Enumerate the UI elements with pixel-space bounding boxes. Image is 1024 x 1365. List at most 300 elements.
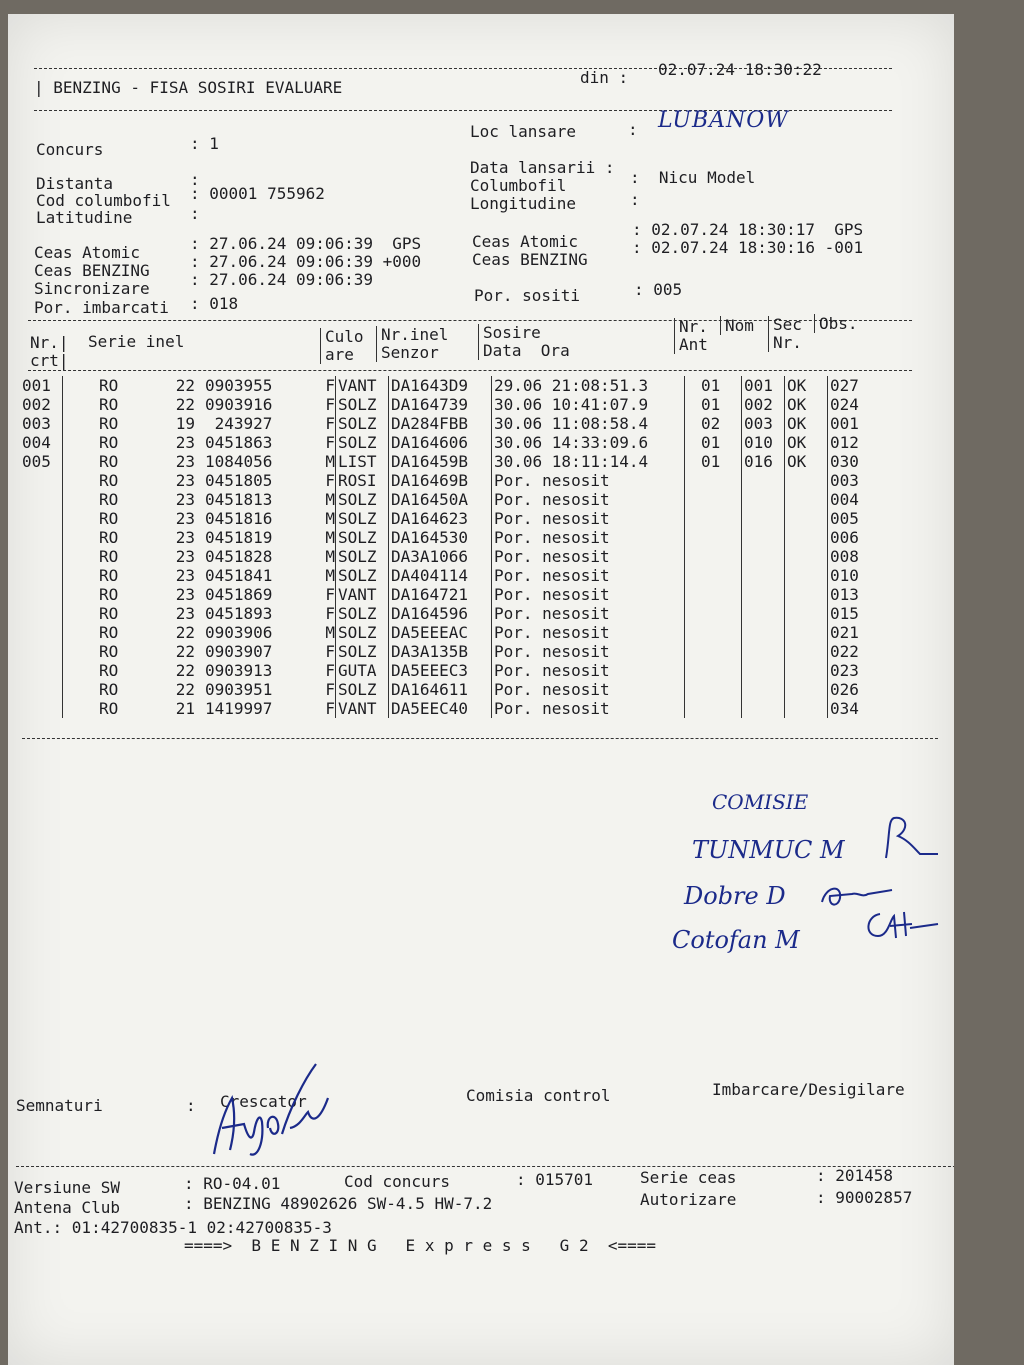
cell-color: VANT	[336, 376, 389, 395]
cell-color: SOLZ	[336, 604, 389, 623]
cell-antenna	[685, 547, 742, 566]
distanta-value: :	[190, 170, 200, 189]
cell-sec	[785, 661, 828, 680]
cell-color: SOLZ	[336, 490, 389, 509]
cell-sex: F	[325, 433, 335, 452]
cell-ring-number: 0451816	[205, 509, 273, 528]
table-row	[22, 509, 880, 528]
loc-lansare-label: Loc lansare	[470, 122, 576, 141]
cell-sec: OK	[785, 395, 828, 414]
cell-sensor: DA5EEC40	[389, 699, 492, 718]
cell-country: RO	[63, 699, 150, 718]
cell-sex: F	[325, 680, 335, 699]
cell-ring-number: 0903907	[205, 642, 273, 661]
cell-obs: 024	[828, 395, 881, 414]
cell-obs: 004	[828, 490, 881, 509]
cell-nom	[742, 585, 785, 604]
cell-year: 23	[175, 471, 195, 490]
cod-columbofil-value: : 00001 755962	[190, 184, 325, 203]
cell-color: SOLZ	[336, 528, 389, 547]
distanta-label: Distanta	[36, 174, 114, 193]
cell-antenna: 01	[685, 376, 742, 395]
cell-obs: 026	[828, 680, 881, 699]
cell-year: 22	[175, 661, 195, 680]
arrivals-table	[22, 376, 880, 718]
cell-arrival: Por. nesosit	[492, 490, 685, 509]
cell-sex: M	[325, 490, 335, 509]
cell-obs: 008	[828, 547, 881, 566]
cell-country: RO	[63, 414, 150, 433]
table-row	[22, 471, 880, 490]
table-row	[22, 623, 880, 642]
cell-obs: 015	[828, 604, 881, 623]
cell-antenna: 01	[685, 452, 742, 471]
cell-sensor: DA5EEEAC	[389, 623, 492, 642]
cell-country: RO	[63, 490, 150, 509]
cell-sensor: DA1643D9	[389, 376, 492, 395]
autorizare-value: : 90002857	[816, 1188, 913, 1207]
cell-nom: 002	[742, 395, 785, 414]
cell-ring-number: 0451869	[205, 585, 273, 604]
cell-color: SOLZ	[336, 547, 389, 566]
cell-country: RO	[63, 376, 150, 395]
cell-sex: F	[325, 642, 335, 661]
loc-lansare-handwritten: LUBANOW	[658, 108, 789, 133]
cell-sex: M	[325, 528, 335, 547]
cell-antenna	[685, 585, 742, 604]
cell-ring-number: 0451813	[205, 490, 273, 509]
cell-nom	[742, 642, 785, 661]
cell-nom	[742, 623, 785, 642]
cell-country: RO	[63, 471, 150, 490]
cell-sex: F	[325, 699, 335, 718]
cell-color: SOLZ	[336, 395, 389, 414]
cell-obs: 013	[828, 585, 881, 604]
cell-sex: M	[325, 509, 335, 528]
cell-year: 23	[175, 528, 195, 547]
cell-ring-number: 1419997	[205, 699, 273, 718]
cell-nr-crt	[22, 509, 63, 528]
cell-color: SOLZ	[336, 509, 389, 528]
cell-antenna	[685, 623, 742, 642]
cell-obs: 001	[828, 414, 881, 433]
cell-sensor: DA164530	[389, 528, 492, 547]
cell-sensor: DA164596	[389, 604, 492, 623]
ceas-benzing-label: Ceas BENZING	[34, 261, 150, 280]
cell-ring-number: 1084056	[205, 452, 273, 471]
cell-nom	[742, 661, 785, 680]
cell-color: VANT	[336, 699, 389, 718]
cell-sensor: DA284FBB	[389, 414, 492, 433]
cell-sec: OK	[785, 376, 828, 395]
cell-nom: 001	[742, 376, 785, 395]
comisia-control-label: Comisia control	[466, 1086, 611, 1105]
cell-nr-crt	[22, 699, 63, 718]
cell-obs: 021	[828, 623, 881, 642]
cell-country: RO	[63, 604, 150, 623]
th-sosire: Sosire Data Ora	[478, 324, 570, 360]
antena-club-label: Antena Club	[14, 1198, 120, 1217]
ceas-atomic-label: Ceas Atomic	[34, 243, 140, 262]
cell-ring-number: 0451828	[205, 547, 273, 566]
cell-antenna: 01	[685, 395, 742, 414]
cell-nr-crt	[22, 642, 63, 661]
cell-year: 22	[175, 642, 195, 661]
cell-sensor: DA3A1066	[389, 547, 492, 566]
columbofil-value: : Nicu Model	[630, 168, 756, 187]
cell-country: RO	[63, 452, 150, 471]
concurs-value: : 1	[190, 134, 219, 153]
cell-nom	[742, 471, 785, 490]
cell-arrival: Por. nesosit	[492, 699, 685, 718]
cell-nr-crt	[22, 547, 63, 566]
cell-nr-crt: 001	[22, 376, 51, 395]
cell-obs: 023	[828, 661, 881, 680]
cell-nom	[742, 547, 785, 566]
cell-sec	[785, 547, 828, 566]
versiune-sw-value: : RO-04.01	[184, 1174, 281, 1193]
cell-arrival: Por. nesosit	[492, 661, 685, 680]
cell-obs: 006	[828, 528, 881, 547]
cell-sex: M	[325, 452, 335, 471]
table-row	[22, 452, 880, 471]
cell-color: VANT	[336, 585, 389, 604]
ceas-atomic-right-label: Ceas Atomic	[472, 232, 578, 251]
table-header-bottom-rule	[28, 370, 912, 371]
cell-nr-crt	[22, 661, 63, 680]
semnaturi-label: Semnaturi	[16, 1096, 103, 1115]
footer-top-rule	[16, 1166, 954, 1167]
cell-country: RO	[63, 566, 150, 585]
handwritten-signature-1	[880, 814, 940, 864]
cell-country: RO	[63, 395, 150, 414]
th-nr-ant: Nr. Ant	[674, 318, 708, 354]
table-row	[22, 414, 880, 433]
cell-antenna	[685, 509, 742, 528]
table-row	[22, 395, 880, 414]
handwritten-signature-3	[860, 906, 940, 946]
cell-sec	[785, 509, 828, 528]
cell-sec: OK	[785, 414, 828, 433]
cell-year: 23	[175, 547, 195, 566]
latitudine-value: :	[190, 204, 200, 223]
cell-sex: M	[325, 623, 335, 642]
table-row	[22, 699, 880, 718]
cell-sec	[785, 471, 828, 490]
cell-obs: 003	[828, 471, 881, 490]
cell-country: RO	[63, 585, 150, 604]
table-row	[22, 680, 880, 699]
table-bottom-rule	[22, 738, 938, 739]
ceas-benzing-right-label: Ceas BENZING	[472, 250, 588, 269]
cell-sex: F	[325, 395, 335, 414]
latitudine-label: Latitudine	[36, 208, 133, 227]
cell-ring-number: 243927	[205, 414, 273, 433]
table-row	[22, 547, 880, 566]
sositi-label: Por. sositi	[474, 286, 580, 305]
ceas-benzing-right-value: : 02.07.24 18:30:16 -001	[632, 238, 864, 257]
cell-sensor: DA16459B	[389, 452, 492, 471]
cell-sec	[785, 680, 828, 699]
cell-nom	[742, 699, 785, 718]
cell-year: 21	[175, 699, 195, 718]
cell-nom: 010	[742, 433, 785, 452]
th-sec-nr: Sec Nr.	[768, 316, 802, 352]
loc-lansare-value: :	[628, 120, 638, 139]
cell-ring-number: 0903913	[205, 661, 273, 680]
table-row	[22, 661, 880, 680]
cell-sex: F	[325, 604, 335, 623]
crescator-label: Crescator	[220, 1092, 307, 1111]
cell-sensor: DA3A135B	[389, 642, 492, 661]
cell-sex: F	[325, 585, 335, 604]
cell-sec	[785, 528, 828, 547]
cell-nom	[742, 680, 785, 699]
cell-color: SOLZ	[336, 414, 389, 433]
cell-nr-crt: 005	[22, 452, 51, 471]
antena-ids: Ant.: 01:42700835-1 02:42700835-3	[14, 1218, 332, 1237]
semnaturi-colon: :	[186, 1096, 196, 1115]
cell-arrival: Por. nesosit	[492, 680, 685, 699]
cell-year: 23	[175, 566, 195, 585]
cell-nom	[742, 490, 785, 509]
cell-year: 23	[175, 604, 195, 623]
cell-sec: OK	[785, 452, 828, 471]
cell-ring-number: 0451805	[205, 471, 273, 490]
cell-ring-number: 0451893	[205, 604, 273, 623]
cell-arrival: Por. nesosit	[492, 585, 685, 604]
cell-sensor: DA164739	[389, 395, 492, 414]
cell-nr-crt	[22, 585, 63, 604]
cell-color: SOLZ	[336, 623, 389, 642]
cell-nr-crt: 002	[22, 395, 51, 414]
cell-country: RO	[63, 642, 150, 661]
cell-sex: M	[325, 566, 335, 585]
cell-color: GUTA	[336, 661, 389, 680]
cell-nom: 003	[742, 414, 785, 433]
concurs-label: Concurs	[36, 140, 104, 159]
benzing-banner: ====> B E N Z I N G E x p r e s s G 2 <====	[184, 1236, 657, 1255]
th-obs: Obs.	[814, 314, 858, 333]
header-date-label: din :	[580, 68, 629, 87]
antena-club-value: : BENZING 48902626 SW-4.5 HW-7.2	[184, 1194, 493, 1213]
cell-arrival: 30.06 18:11:14.4	[492, 452, 685, 471]
table-row	[22, 376, 880, 395]
cell-arrival: Por. nesosit	[492, 566, 685, 585]
cell-arrival: Por. nesosit	[492, 547, 685, 566]
cell-nr-crt	[22, 623, 63, 642]
cell-year: 23	[175, 509, 195, 528]
header-date-value: 02.07.24 18:30:22	[658, 60, 822, 79]
cell-nr-crt: 004	[22, 433, 51, 452]
cell-sensor: DA16469B	[389, 471, 492, 490]
cell-sec	[785, 585, 828, 604]
header-title: | BENZING - FISA SOSIRI EVALUARE	[34, 78, 343, 97]
cell-country: RO	[63, 547, 150, 566]
cell-ring-number: 0903951	[205, 680, 273, 699]
cell-arrival: Por. nesosit	[492, 528, 685, 547]
handwritten-commission-member-1: TUNMUC M	[692, 836, 845, 864]
cell-arrival: 30.06 14:33:09.6	[492, 433, 685, 452]
cell-antenna	[685, 680, 742, 699]
imbarcati-value: : 018	[190, 294, 239, 313]
table-row	[22, 433, 880, 452]
cell-color: SOLZ	[336, 433, 389, 452]
th-culoare: Culo are	[320, 328, 364, 364]
cell-year: 23	[175, 433, 195, 452]
cell-antenna	[685, 604, 742, 623]
th-nr-inel-senzor: Nr.inel Senzor	[376, 326, 448, 362]
sositi-value: : 005	[634, 280, 683, 299]
cell-sensor: DA404114	[389, 566, 492, 585]
cell-year: 19	[175, 414, 195, 433]
cell-year: 23	[175, 452, 195, 471]
longitudine-value: :	[630, 190, 640, 209]
cell-country: RO	[63, 433, 150, 452]
cell-arrival: Por. nesosit	[492, 471, 685, 490]
cell-country: RO	[63, 509, 150, 528]
cell-sex: F	[325, 376, 335, 395]
ceas-atomic-right-value: : 02.07.24 18:30:17 GPS	[632, 220, 864, 239]
ceas-benzing-value: : 27.06.24 09:06:39 +000	[190, 252, 422, 271]
cell-nr-crt	[22, 604, 63, 623]
cell-obs: 012	[828, 433, 881, 452]
cell-arrival: 29.06 21:08:51.3	[492, 376, 685, 395]
cell-antenna	[685, 471, 742, 490]
cell-arrival: 30.06 10:41:07.9	[492, 395, 685, 414]
cell-nr-crt	[22, 680, 63, 699]
cell-sec: OK	[785, 433, 828, 452]
cell-nr-crt	[22, 490, 63, 509]
cell-nom	[742, 509, 785, 528]
cell-antenna: 01	[685, 433, 742, 452]
cell-sec	[785, 642, 828, 661]
cell-sec	[785, 490, 828, 509]
cell-antenna	[685, 661, 742, 680]
cell-color: LIST	[336, 452, 389, 471]
cell-ring-number: 0451863	[205, 433, 273, 452]
cell-ring-number: 0903916	[205, 395, 273, 414]
cell-country: RO	[63, 680, 150, 699]
table-row	[22, 642, 880, 661]
cell-nr-crt	[22, 528, 63, 547]
cell-nom	[742, 528, 785, 547]
cell-antenna	[685, 490, 742, 509]
versiune-sw-label: Versiune SW	[14, 1178, 120, 1197]
cell-ring-number: 0451819	[205, 528, 273, 547]
cell-sec	[785, 699, 828, 718]
serie-ceas-value: : 201458	[816, 1166, 894, 1185]
cell-ring-number: 0903906	[205, 623, 273, 642]
cell-obs: 030	[828, 452, 881, 471]
columbofil-label: Columbofil	[470, 176, 567, 195]
table-row	[22, 604, 880, 623]
handwritten-commission-member-3: Cotofan M	[672, 926, 800, 954]
cell-sensor: DA16450A	[389, 490, 492, 509]
data-lansarii-label: Data lansarii :	[470, 158, 615, 177]
crescator-signature	[204, 1058, 334, 1162]
cell-nom: 016	[742, 452, 785, 471]
cell-country: RO	[63, 661, 150, 680]
cell-obs: 027	[828, 376, 881, 395]
longitudine-label: Longitudine	[470, 194, 576, 213]
cell-sensor: DA164623	[389, 509, 492, 528]
cell-year: 23	[175, 585, 195, 604]
cell-arrival: 30.06 11:08:58.4	[492, 414, 685, 433]
cell-sensor: DA164611	[389, 680, 492, 699]
cell-ring-number: 0451841	[205, 566, 273, 585]
handwritten-commission-title: COMISIE	[712, 790, 809, 814]
cell-antenna	[685, 642, 742, 661]
cell-sec	[785, 623, 828, 642]
cod-concurs-value: : 015701	[516, 1170, 594, 1189]
cell-ring-number: 0903955	[205, 376, 273, 395]
cell-arrival: Por. nesosit	[492, 623, 685, 642]
cell-year: 22	[175, 395, 195, 414]
cell-sensor: DA164606	[389, 433, 492, 452]
cell-sec	[785, 604, 828, 623]
cell-nr-crt: 003	[22, 414, 51, 433]
sincronizare-label: Sincronizare	[34, 279, 150, 298]
cell-color: SOLZ	[336, 642, 389, 661]
cell-sex: F	[325, 661, 335, 680]
th-nom: Nom	[720, 316, 754, 335]
sincronizare-value: : 27.06.24 09:06:39	[190, 270, 374, 289]
cell-nr-crt	[22, 471, 63, 490]
print-sheet	[8, 14, 954, 1365]
cell-year: 23	[175, 490, 195, 509]
imbarcare-label: Imbarcare/Desigilare	[712, 1080, 905, 1099]
cell-obs: 010	[828, 566, 881, 585]
cell-nom	[742, 604, 785, 623]
cell-sec	[785, 566, 828, 585]
table-row	[22, 566, 880, 585]
cell-nr-crt	[22, 566, 63, 585]
cell-color: SOLZ	[336, 566, 389, 585]
cod-concurs-label: Cod concurs	[344, 1172, 450, 1191]
ceas-atomic-value: : 27.06.24 09:06:39 GPS	[190, 234, 422, 253]
cell-arrival: Por. nesosit	[492, 509, 685, 528]
cell-year: 22	[175, 680, 195, 699]
imbarcati-label: Por. imbarcati	[34, 298, 169, 317]
th-serie-inel: Serie inel	[88, 332, 185, 351]
autorizare-label: Autorizare	[640, 1190, 737, 1209]
table-row	[22, 585, 880, 604]
cell-country: RO	[63, 623, 150, 642]
cell-year: 22	[175, 376, 195, 395]
cell-obs: 034	[828, 699, 881, 718]
cell-obs: 022	[828, 642, 881, 661]
cell-year: 22	[175, 623, 195, 642]
handwritten-commission-member-2: Dobre D	[684, 882, 786, 910]
cell-antenna: 02	[685, 414, 742, 433]
cell-obs: 005	[828, 509, 881, 528]
cell-nom	[742, 566, 785, 585]
th-nr-crt: Nr.| crt|	[30, 333, 69, 370]
serie-ceas-label: Serie ceas	[640, 1168, 737, 1187]
cell-sex: F	[325, 414, 335, 433]
cell-antenna	[685, 699, 742, 718]
cell-antenna	[685, 528, 742, 547]
cell-color: SOLZ	[336, 680, 389, 699]
cell-sex: F	[325, 471, 335, 490]
cell-country: RO	[63, 528, 150, 547]
cod-columbofil-label: Cod columbofil	[36, 191, 171, 210]
cell-sensor: DA5EEEC3	[389, 661, 492, 680]
table-row	[22, 528, 880, 547]
cell-sensor: DA164721	[389, 585, 492, 604]
cell-antenna	[685, 566, 742, 585]
